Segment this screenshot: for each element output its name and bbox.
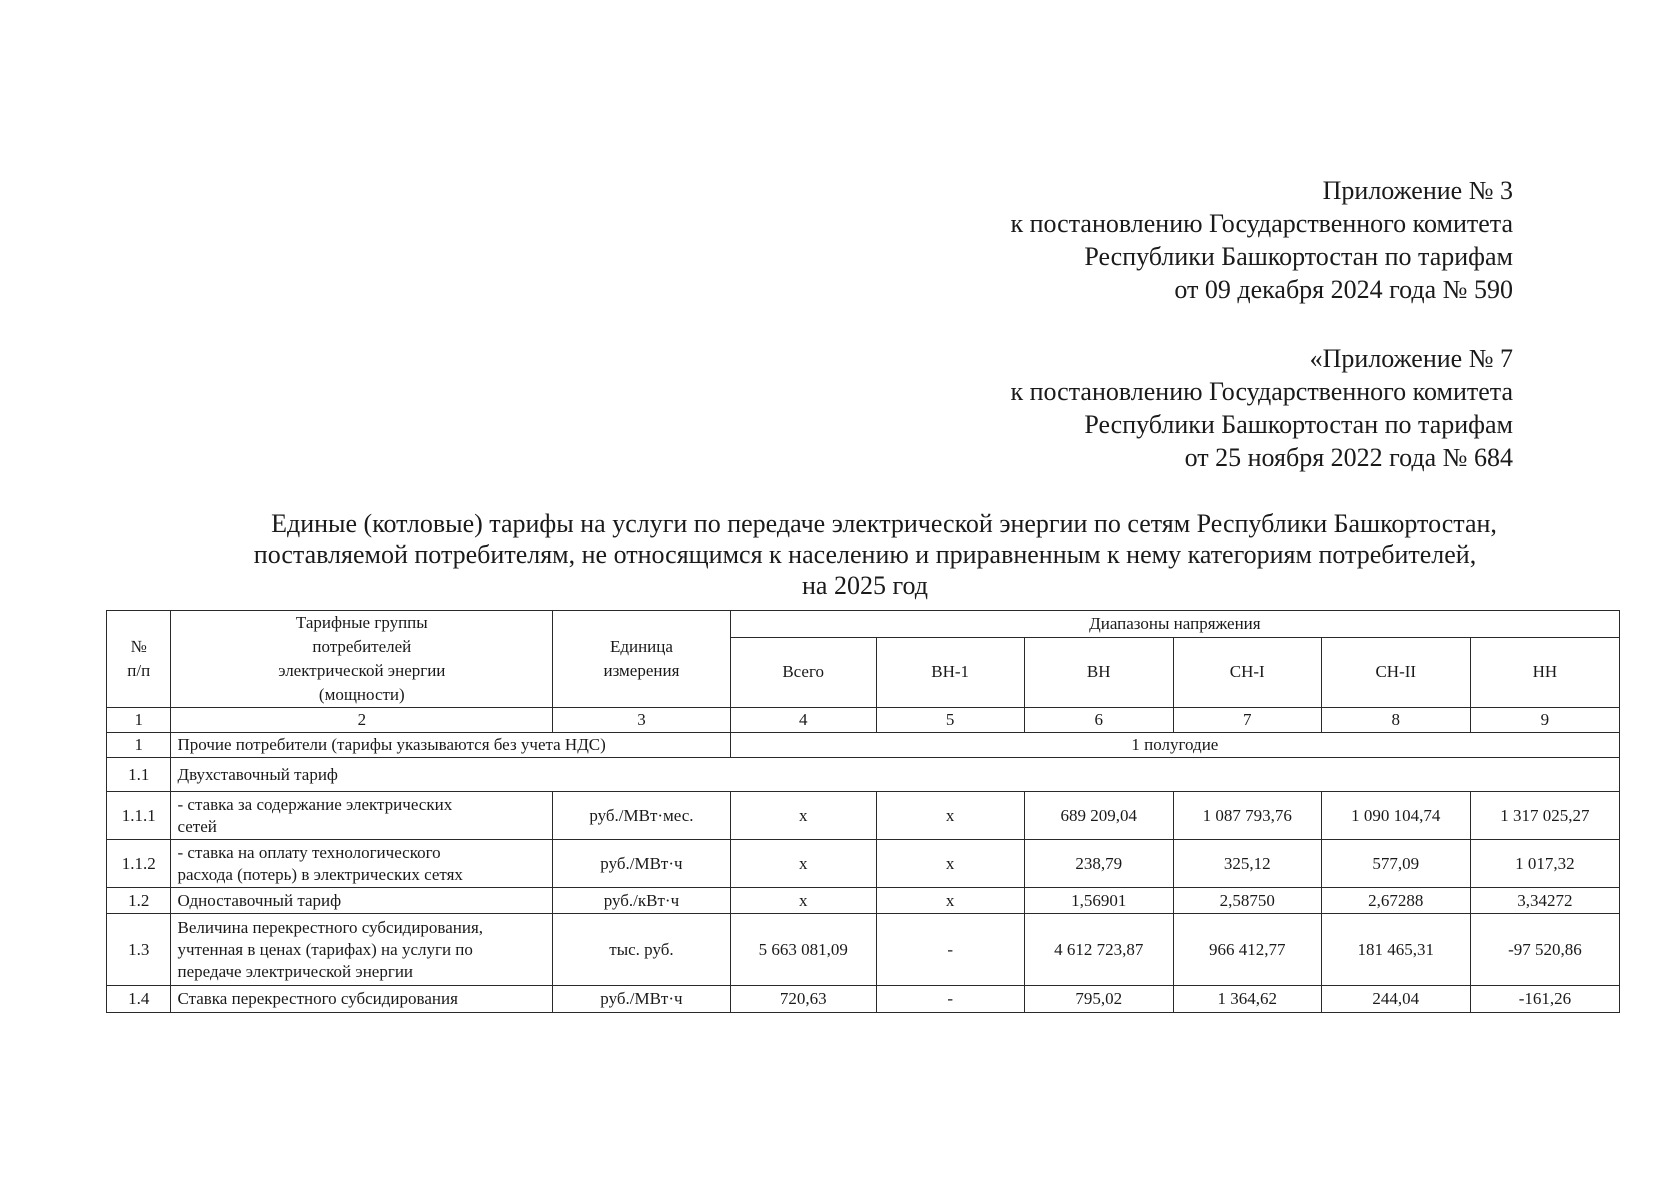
row-unit: руб./МВт·мес.	[553, 792, 731, 840]
row-value-vn: 4 612 723,87	[1024, 914, 1173, 986]
table-row	[107, 986, 1620, 1013]
tariff-table	[106, 610, 1620, 1013]
row-value-vn1: х	[876, 840, 1024, 888]
col-number: 5	[876, 708, 1024, 733]
section-name: Прочие потребители (тарифы указываются без учета НДС)	[171, 733, 730, 758]
col-number: 4	[730, 708, 876, 733]
col-number: 8	[1321, 708, 1470, 733]
annex-1-line: Приложение № 3	[1322, 176, 1513, 205]
row-name: - ставка на оплату технологического расхода (потерь) в электрических сетях	[171, 840, 553, 888]
row-value-vn1: -	[876, 914, 1024, 986]
header-col-sn2: СН-II	[1321, 637, 1470, 707]
col-number: 1	[107, 708, 171, 733]
row-name: Ставка перекрестного субсидирования	[171, 986, 553, 1013]
section-num: 1	[107, 733, 171, 758]
table-row	[107, 840, 1620, 888]
annex-2-line: от 25 ноября 2022 года № 684	[1184, 443, 1513, 472]
row-name: - ставка за содержание электрических сетей	[171, 792, 553, 840]
row-unit: тыс. руб.	[553, 914, 731, 986]
header-col-vn1: ВН-1	[876, 637, 1024, 707]
row-value-nn: 1 017,32	[1470, 840, 1619, 888]
row-value-vn: 238,79	[1024, 840, 1173, 888]
header-unit: Единица измерения	[553, 611, 731, 708]
title-line: Единые (котловые) тарифы на услуги по передаче электрической энергии по сетям Республики Башкортостан,	[271, 509, 1497, 538]
header-col-nn: НН	[1470, 637, 1619, 707]
header-voltage-ranges: Диапазоны напряжения	[730, 611, 1619, 638]
row-value-vn1: х	[876, 792, 1024, 840]
row-value-sn2: 181 465,31	[1321, 914, 1470, 986]
row-name: Величина перекрестного субсидирования, учтенная в ценах (тарифах) на услуги по передаче электрической энергии	[171, 914, 553, 986]
row-value-sn1: 1 364,62	[1173, 986, 1321, 1013]
row-num: 1.4	[107, 986, 171, 1013]
row-value-total: х	[730, 792, 876, 840]
column-number-row	[107, 708, 1620, 733]
section-period: 1 полугодие	[730, 733, 1619, 758]
subsection-name: Двухставочный тариф	[171, 758, 1620, 792]
row-value-total: 720,63	[730, 986, 876, 1013]
header-col-total: Всего	[730, 637, 876, 707]
col-number: 3	[553, 708, 731, 733]
annex-1-line: Республики Башкортостан по тарифам	[1084, 242, 1513, 271]
title-line: на 2025 год	[802, 571, 928, 600]
annex-2-line: Республики Башкортостан по тарифам	[1084, 410, 1513, 439]
row-value-sn2: 1 090 104,74	[1321, 792, 1470, 840]
annex-2-line: «Приложение № 7	[1309, 344, 1513, 373]
row-value-sn2: 2,67288	[1321, 888, 1470, 914]
row-value-nn: 3,34272	[1470, 888, 1619, 914]
row-value-nn: -161,26	[1470, 986, 1619, 1013]
row-unit: руб./МВт·ч	[553, 986, 731, 1013]
header-col-sn1: СН-I	[1173, 637, 1321, 707]
annex-1-line: к постановлению Государственного комитета	[1010, 209, 1513, 238]
subsection-num: 1.1	[107, 758, 171, 792]
document-title	[100, 508, 1630, 601]
table-row	[107, 792, 1620, 840]
row-value-sn1: 1 087 793,76	[1173, 792, 1321, 840]
row-value-sn2: 577,09	[1321, 840, 1470, 888]
annex-header-1	[1010, 174, 1513, 306]
row-num: 1.3	[107, 914, 171, 986]
col-number: 7	[1173, 708, 1321, 733]
header-col-vn: ВН	[1024, 637, 1173, 707]
row-value-sn1: 966 412,77	[1173, 914, 1321, 986]
row-value-vn: 689 209,04	[1024, 792, 1173, 840]
row-unit: руб./кВт·ч	[553, 888, 731, 914]
annex-1-line: от 09 декабря 2024 года № 590	[1174, 275, 1513, 304]
col-number: 6	[1024, 708, 1173, 733]
annex-header-2	[1010, 342, 1513, 474]
header-num: № п/п	[107, 611, 171, 708]
row-name: Одноставочный тариф	[171, 888, 553, 914]
row-num: 1.2	[107, 888, 171, 914]
title-line: поставляемой потребителям, не относящимся к населению и приравненным к нему категориям потребителей,	[253, 540, 1477, 569]
subsection-row	[107, 758, 1620, 792]
row-value-vn: 1,56901	[1024, 888, 1173, 914]
row-value-vn: 795,02	[1024, 986, 1173, 1013]
col-number: 9	[1470, 708, 1619, 733]
row-value-nn: 1 317 025,27	[1470, 792, 1619, 840]
row-value-sn1: 2,58750	[1173, 888, 1321, 914]
row-num: 1.1.1	[107, 792, 171, 840]
row-value-sn2: 244,04	[1321, 986, 1470, 1013]
section-row	[107, 733, 1620, 758]
row-value-vn1: х	[876, 888, 1024, 914]
header-row	[107, 611, 1620, 638]
row-value-sn1: 325,12	[1173, 840, 1321, 888]
row-value-total: х	[730, 888, 876, 914]
row-unit: руб./МВт·ч	[553, 840, 731, 888]
row-value-nn: -97 520,86	[1470, 914, 1619, 986]
annex-2-line: к постановлению Государственного комитета	[1010, 377, 1513, 406]
col-number: 2	[171, 708, 553, 733]
table-row	[107, 888, 1620, 914]
header-group: Тарифные группы потребителей электрической энергии (мощности)	[171, 611, 553, 708]
row-value-vn1: -	[876, 986, 1024, 1013]
table-row	[107, 914, 1620, 986]
row-value-total: 5 663 081,09	[730, 914, 876, 986]
row-value-total: х	[730, 840, 876, 888]
row-num: 1.1.2	[107, 840, 171, 888]
